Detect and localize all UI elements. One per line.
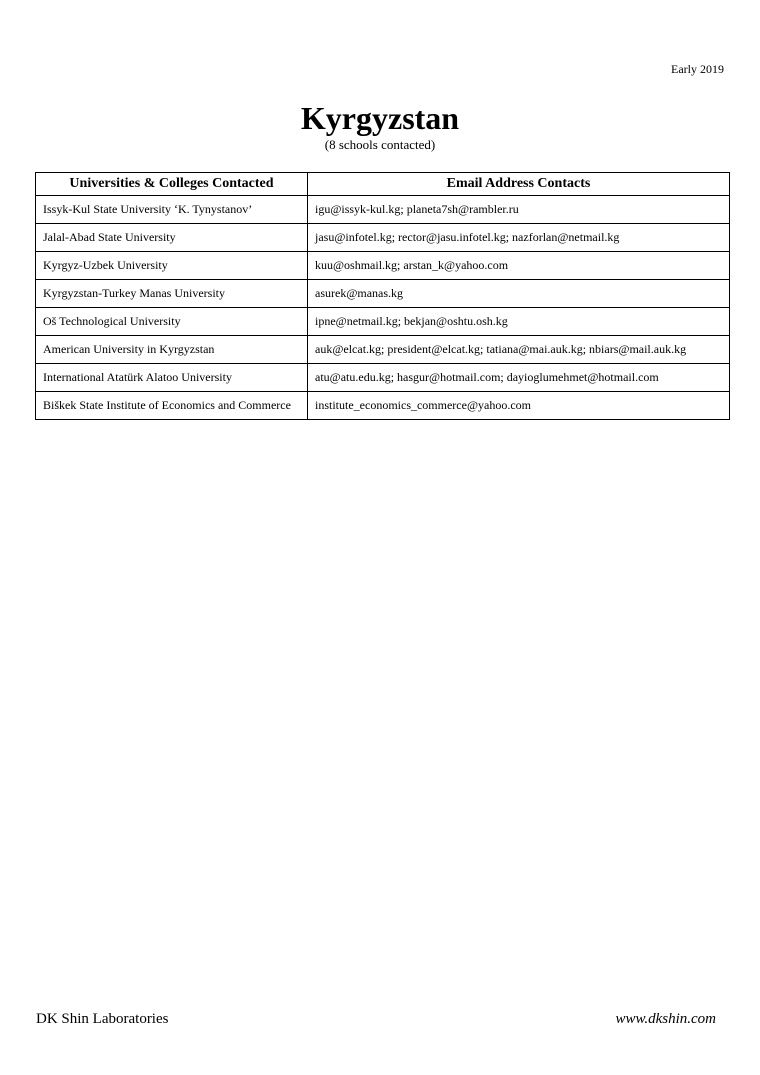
institution-cell: Biškek State Institute of Economics and Commerce [36,392,308,420]
email-cell: igu@issyk-kul.kg; planeta7sh@rambler.ru [308,196,730,224]
table-row [36,224,730,252]
footer-website: www.dkshin.com [615,1011,716,1027]
email-cell: jasu@infotel.kg; rector@jasu.infotel.kg; nazforlan@netmail.kg [308,224,730,252]
document-date: Early 2019 [671,62,724,76]
table-row [36,336,730,364]
email-cell: auk@elcat.kg; president@elcat.kg; tatiana@mai.auk.kg; nbiars@mail.auk.kg [308,336,730,364]
page-title: Kyrgyzstan [300,100,460,136]
institution-cell: International Atatürk Alatoo University [36,364,308,392]
table-row [36,252,730,280]
institution-cell: Kyrgyzstan-Turkey Manas University [36,280,308,308]
page-subtitle: (8 schools contacted) [324,137,436,152]
table-row [36,196,730,224]
institution-cell: Issyk-Kul State University ‘K. Tynystanov’ [36,196,308,224]
email-cell: kuu@oshmail.kg; arstan_k@yahoo.com [308,252,730,280]
email-cell: ipne@netmail.kg; bekjan@oshtu.osh.kg [308,308,730,336]
email-cell: institute_economics_commerce@yahoo.com [308,392,730,420]
email-cell: asurek@manas.kg [308,280,730,308]
table-header-row [36,173,730,196]
email-cell: atu@atu.edu.kg; hasgur@hotmail.com; dayioglumehmet@hotmail.com [308,364,730,392]
column-header-institution: Universities & Colleges Contacted [36,173,308,196]
table-row [36,280,730,308]
table-row [36,364,730,392]
contacts-table [35,172,730,420]
institution-cell: American University in Kyrgyzstan [36,336,308,364]
column-header-emails: Email Address Contacts [308,173,730,196]
institution-cell: Jalal-Abad State University [36,224,308,252]
table-row [36,308,730,336]
footer-lab-name: DK Shin Laboratories [36,1011,169,1027]
institution-cell: Oš Technological University [36,308,308,336]
table-row [36,392,730,420]
institution-cell: Kyrgyz-Uzbek University [36,252,308,280]
